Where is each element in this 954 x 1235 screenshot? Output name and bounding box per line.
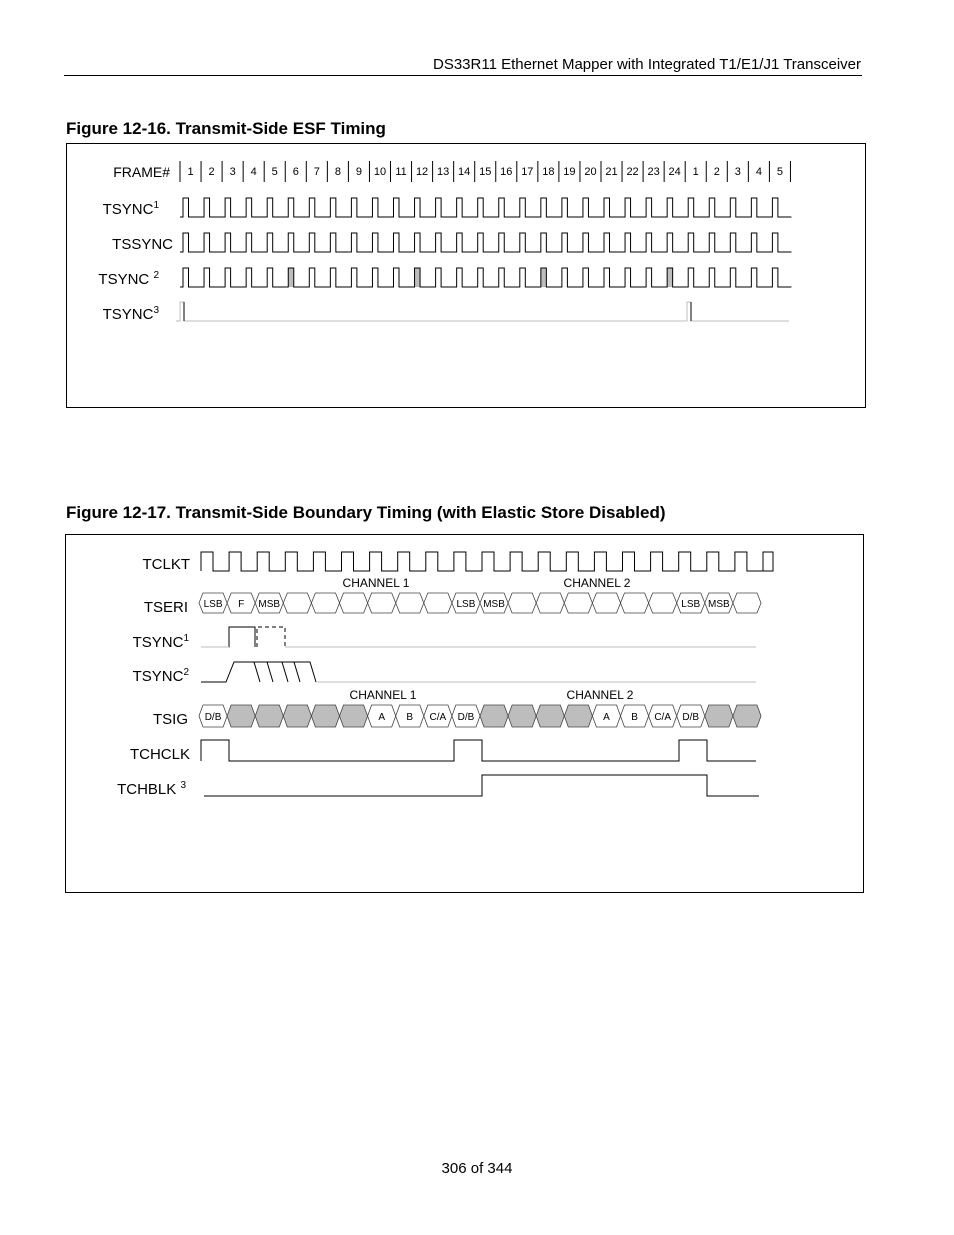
figure-12-16-title: Figure 12-16. Transmit-Side ESF Timing <box>66 119 386 138</box>
tsync1-pulse <box>201 627 255 647</box>
tsig-cell <box>255 705 283 727</box>
frame-number: 17 <box>521 166 534 178</box>
frame-number: 15 <box>479 166 492 178</box>
signal-label-0 <box>142 556 190 573</box>
tseri-cell-label: LSB <box>456 599 476 610</box>
frame-number: 3 <box>734 166 741 178</box>
frame-number: 6 <box>292 166 299 178</box>
signal-label-3-superscript: 2 <box>183 667 189 678</box>
tseri-cell <box>592 593 620 613</box>
signal-label-2-text: TSYNC <box>98 271 154 288</box>
tsig-cell-label: D/B <box>682 712 700 723</box>
frame-number: 16 <box>500 166 513 178</box>
frame-number: 4 <box>755 166 762 178</box>
highlighted-pulse <box>415 268 421 287</box>
tseri-cell <box>536 593 564 613</box>
signal-label-1-text: TSSYNC <box>112 236 173 253</box>
signal-label-0-text: TCLKT <box>142 556 190 573</box>
header-rule <box>64 75 862 76</box>
channel-1-label: CHANNEL 1 <box>342 576 410 590</box>
frame-number: 12 <box>415 166 429 178</box>
tseri-cell <box>508 593 536 613</box>
signal-label-6-superscript: 3 <box>180 780 186 791</box>
tsig-cell <box>564 705 592 727</box>
signal-label-3 <box>103 305 160 323</box>
frame-number: 13 <box>437 166 450 178</box>
frame-number: 23 <box>647 166 660 178</box>
tsig-cell-label: C/A <box>429 712 447 723</box>
signal-label-4-text: TSIG <box>152 711 188 728</box>
frame-number: 1 <box>187 166 194 178</box>
figure-12-17-frame <box>65 534 864 893</box>
frame-number: 11 <box>395 166 407 178</box>
figure-12-16-frame <box>66 143 866 408</box>
frame-number: 21 <box>605 166 618 178</box>
frame-number: 9 <box>355 166 362 178</box>
tclkt-waveform <box>201 552 773 571</box>
tsig-cell <box>227 705 255 727</box>
signal-label-2 <box>133 633 190 651</box>
tsig-cell-label: B <box>406 712 414 723</box>
tseri-cell-label: MSB <box>483 599 505 610</box>
signal-label-5-text: TCHCLK <box>129 746 190 763</box>
tsig-cell <box>508 705 536 727</box>
frame-number: 22 <box>626 166 639 178</box>
signal-label-3 <box>133 667 190 685</box>
frame-number: 24 <box>668 166 681 178</box>
tseri-cell-label: LSB <box>203 599 223 610</box>
frame-number: 18 <box>542 166 555 178</box>
frame-number: 19 <box>563 166 576 178</box>
frame-number: 5 <box>776 166 783 178</box>
tsig-cell-label: A <box>378 712 385 723</box>
tsig-cell <box>536 705 564 727</box>
highlighted-pulse <box>667 268 673 287</box>
frame-number: 2 <box>208 166 215 178</box>
frame-number: 10 <box>373 166 387 178</box>
tsig-cell-label: C/A <box>654 712 671 723</box>
signal-label-2-superscript: 2 <box>153 270 159 281</box>
tsig-cell <box>480 705 508 727</box>
signal-label-1 <box>112 236 173 253</box>
tseri-cell <box>424 593 452 613</box>
signal-label-0-superscript: 1 <box>153 200 159 211</box>
tsig-cell <box>733 705 761 727</box>
signal-label-2 <box>98 270 159 288</box>
signal-label-1 <box>144 599 188 616</box>
highlighted-pulse <box>541 268 547 287</box>
frame-number-label: FRAME# <box>113 164 170 180</box>
signal-label-6 <box>117 780 186 798</box>
tsig-cell <box>340 705 368 727</box>
signal-label-2-text: TSYNC <box>132 634 184 651</box>
page-number: 306 of 344 <box>441 1160 513 1177</box>
signal-label-1-text: TSERI <box>143 599 188 616</box>
frame-number: 1 <box>692 166 699 178</box>
tseri-cell <box>283 593 311 613</box>
tseri-cell-label: F <box>238 599 245 610</box>
tsig-cell-label: D/B <box>457 712 475 723</box>
frame-number: 7 <box>313 166 320 178</box>
tsync2-pulse <box>201 662 260 682</box>
tseri-cell <box>311 593 339 613</box>
tsig-cell-label: A <box>603 712 610 723</box>
tsync1-waveform <box>180 198 791 217</box>
signal-label-3-superscript: 3 <box>153 305 159 316</box>
signal-label-3-text: TSYNC <box>102 306 154 323</box>
frame-number: 8 <box>334 166 341 178</box>
tseri-cell <box>621 593 649 613</box>
signal-label-0 <box>103 200 160 218</box>
highlighted-pulse <box>288 268 294 287</box>
tchclk-waveform <box>201 740 756 761</box>
signal-label-0-text: TSYNC <box>102 201 154 218</box>
tseri-cell-label: MSB <box>258 599 281 610</box>
tsync1-alt-pulse <box>257 627 285 647</box>
tseri-cell <box>733 593 761 613</box>
tchblk-waveform <box>204 775 759 796</box>
boundary-timing-diagram <box>66 535 863 892</box>
tsig-cell <box>283 705 311 727</box>
frame-number: 3 <box>229 166 236 178</box>
channel-2-label: CHANNEL 2 <box>563 576 631 590</box>
tsync3-waveform <box>176 302 789 321</box>
document-header-title: DS33R11 Ethernet Mapper with Integrated T1/E1/J1 Transceiver <box>432 56 861 73</box>
tseri-cell <box>340 593 368 613</box>
frame-number: 20 <box>584 166 597 178</box>
tseri-cell <box>564 593 592 613</box>
tsync2-fall-options <box>254 662 316 682</box>
signal-label-3-text: TSYNC <box>132 668 184 685</box>
tsig-cell <box>311 705 339 727</box>
frame-number: 4 <box>250 166 257 178</box>
channel-2-sig-label: CHANNEL 2 <box>566 688 634 702</box>
signal-label-4 <box>153 711 188 728</box>
esf-timing-diagram <box>67 144 865 407</box>
tsig-cell-label: D/B <box>204 712 222 723</box>
tseri-cell <box>649 593 677 613</box>
tseri-cell <box>368 593 396 613</box>
tsync2-waveform <box>180 268 791 287</box>
channel-1-sig-label: CHANNEL 1 <box>349 688 417 702</box>
tseri-cell-label: LSB <box>681 599 701 610</box>
signal-label-2-superscript: 1 <box>183 633 189 644</box>
tsig-cell-label: B <box>631 712 638 723</box>
tseri-cell <box>396 593 424 613</box>
tsig-cell <box>705 705 733 727</box>
tseri-cell-label: MSB <box>708 599 730 610</box>
signal-label-5 <box>130 746 190 763</box>
frame-number: 5 <box>271 166 278 178</box>
figure-12-17-title: Figure 12-17. Transmit-Side Boundary Timing (with Elastic Store Disabled) <box>66 503 666 522</box>
frame-number: 14 <box>458 166 471 178</box>
frame-number: 2 <box>713 166 720 178</box>
signal-label-6-text: TCHBLK <box>117 781 181 798</box>
tssync-waveform <box>180 233 791 252</box>
